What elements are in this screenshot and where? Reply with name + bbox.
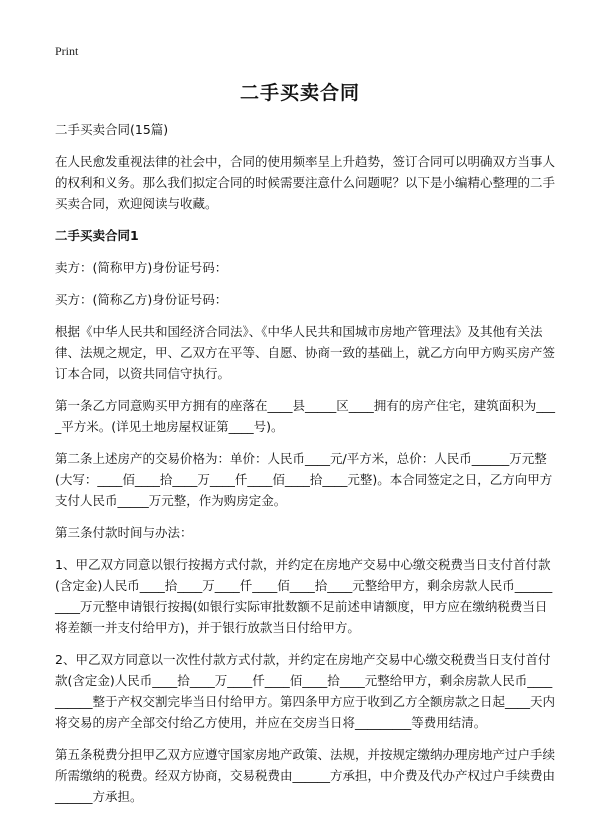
seller-line: 卖方：(简称甲方)身份证号码： xyxy=(55,260,228,275)
print-link[interactable]: Print xyxy=(55,44,79,58)
document-body xyxy=(55,119,555,807)
article-1: 第一条乙方同意购买甲方拥有的座落在____县_____区____拥有的房产住宅，建筑面积为____平方米。(详见土地房屋权证第____号)。 xyxy=(55,398,556,434)
basis-paragraph: 根据《中华人民共和国经济合同法》、《中华人民共和国城市房地产管理法》及其他有关法律、法规之规定，甲、乙双方在平等、自愿、协商一致的基础上，就乙方向甲方购买房产签订本合同，以资共同信守执行。 xyxy=(55,324,556,381)
article-3: 第三条付款时间与办法： xyxy=(55,525,193,540)
document-title: 二手买卖合同 xyxy=(239,82,360,104)
clause-1: 1、甲乙双方同意以银行按揭方式付款，并约定在房地产交易中心缴交税费当日支付首付款(含定金)人民币____拾____万____仟____佰____拾____元整给甲方，剩余房款人民币__________万元整申请银行按揭(如银行实际审批数额不足前述申请额度，甲方应在缴纳税费当日将差额一并支付给甲方)，并于银行放款当日付给甲方。 xyxy=(55,557,553,635)
article-2: 第二条上述房产的交易价格为：单价：人民币____元/平方米，总价：人民币______万元整(大写：____佰____拾____万____仟____佰____拾____元整)。本合同签定之日，乙方向甲方支付人民币_____万元整，作为购房定金。 xyxy=(55,451,553,508)
intro-paragraph: 在人民愈发重视法律的社会中，合同的使用频率呈上升趋势，签订合同可以明确双方当事人的权利和义务。那么我们拟定合同的时候需要注意什么问题呢？以下是小编精心整理的二手买卖合同，欢迎阅读与收藏。 xyxy=(55,154,556,211)
section-heading: 二手买卖合同1 xyxy=(55,228,139,243)
document-subtitle: 二手买卖合同(15篇) xyxy=(55,122,169,137)
clause-2: 2、甲乙双方同意以一次性付款方式付款，并约定在房地产交易中心缴交税费当日支付首付款(含定金)人民币____拾____万____仟____佰____拾____元整给甲方，剩余房款人民币__________整于产权交割完毕当日付给甲方。第四条甲方应于收到乙方全额房款之日起____天内将交易的房产全部交付给乙方使用，并应在交房当日将_________等费用结清。 xyxy=(55,652,556,730)
article-5: 第五条税费分担甲乙双方应遵守国家房地产政策、法规，并按规定缴纳办理房地产过户手续所需缴纳的税费。经双方协商，交易税费由______方承担，中介费及代办产权过户手续费由______方承担。 xyxy=(55,747,556,804)
buyer-line: 买方：(简称乙方)身份证号码： xyxy=(55,292,228,307)
